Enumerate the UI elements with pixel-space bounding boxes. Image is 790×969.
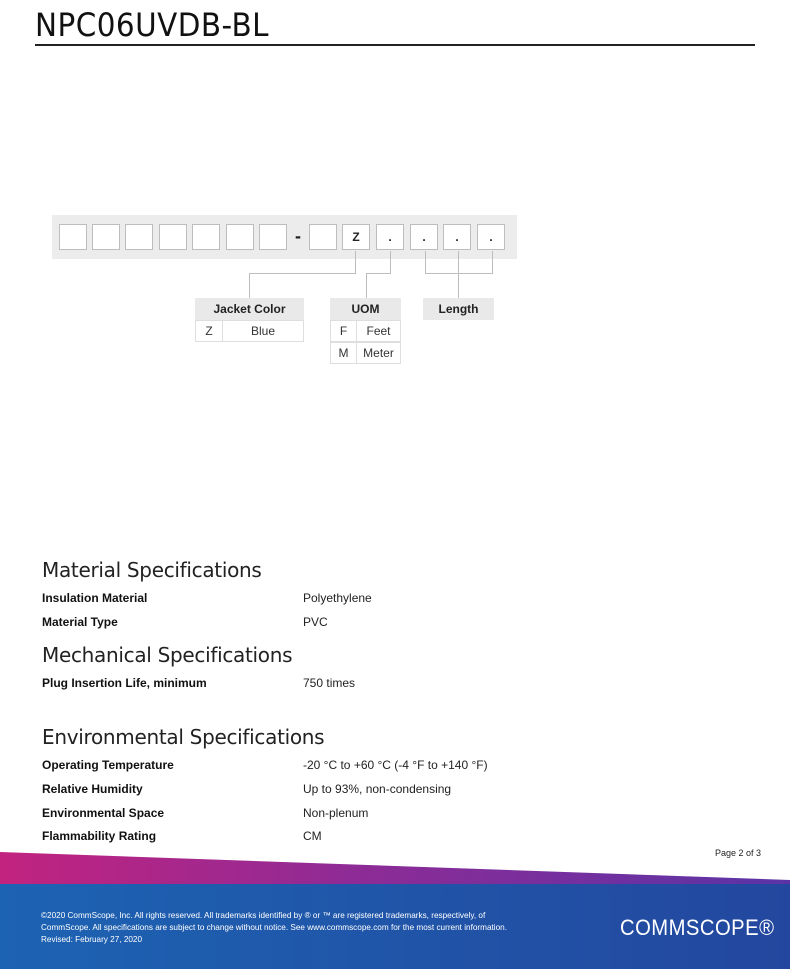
- connector-line: [425, 251, 426, 273]
- spec-label: Environmental Space: [42, 806, 165, 820]
- part-number-box: [159, 224, 187, 250]
- page-number: Page 2 of 3: [714, 848, 761, 858]
- part-number-box-uom: .: [376, 224, 404, 250]
- connector-line: [425, 273, 493, 274]
- connector-line: [355, 251, 356, 273]
- spec-value: 750 times: [303, 676, 356, 690]
- spec-label: Insulation Material: [42, 591, 148, 605]
- commscope-logo: COMMSCOPE®: [620, 915, 775, 940]
- spec-value: PVC: [303, 615, 328, 629]
- spec-label: Plug Insertion Life, minimum: [42, 676, 207, 690]
- part-number-box: [259, 224, 287, 250]
- material-specs-heading: Material Specifications: [42, 558, 262, 582]
- part-number-box-length: .: [443, 224, 471, 250]
- uom-value: Meter: [356, 342, 401, 364]
- part-number-box: [192, 224, 220, 250]
- connector-line: [249, 273, 356, 274]
- spec-label: Flammability Rating: [42, 829, 157, 843]
- spec-value: Non-plenum: [303, 806, 369, 820]
- title-divider: [35, 44, 755, 46]
- connector-line: [458, 251, 459, 298]
- length-header: Length: [423, 298, 494, 320]
- part-number-box-length: .: [410, 224, 438, 250]
- jacket-code: Z: [195, 320, 223, 342]
- connector-line: [492, 251, 493, 273]
- uom-value: Feet: [356, 320, 401, 342]
- jacket-value: Blue: [222, 320, 304, 342]
- uom-code: M: [330, 342, 357, 364]
- part-number-box: [309, 224, 337, 250]
- spec-value: Up to 93%, non-condensing: [303, 782, 452, 796]
- connector-line: [390, 251, 391, 273]
- part-number-box: [125, 224, 153, 250]
- uom-header: UOM: [330, 298, 401, 320]
- spec-value: Polyethylene: [303, 591, 372, 605]
- part-number-box-jacket: Z: [342, 224, 370, 250]
- connector-line: [366, 273, 367, 298]
- jacket-color-header: Jacket Color: [195, 298, 304, 320]
- part-number-box-length: .: [477, 224, 505, 250]
- spec-label: Material Type: [42, 615, 118, 629]
- connector-line: [366, 273, 391, 274]
- uom-code: F: [330, 320, 357, 342]
- spec-label: Operating Temperature: [42, 758, 174, 772]
- spec-value: CM: [303, 829, 322, 843]
- spec-value: -20 °C to +60 °C (-4 °F to +140 °F): [303, 758, 488, 772]
- footer-legal-text: ©2020 CommScope, Inc. All rights reserved. All trademarks identified by ® or ™ are registered trademarks, respectively, of CommScope. All specifications are subject to change without notice. See www.commscope.com for the most current information. Revised: February 27, 2020: [41, 911, 507, 944]
- part-number-separator: -: [295, 226, 301, 246]
- connector-line: [249, 273, 250, 298]
- spec-label: Relative Humidity: [42, 782, 143, 796]
- mechanical-specs-heading: Mechanical Specifications: [42, 643, 293, 667]
- part-number-box: [92, 224, 120, 250]
- part-number-box: [226, 224, 254, 250]
- part-number-box: [59, 224, 87, 250]
- environmental-specs-heading: Environmental Specifications: [42, 725, 325, 749]
- document-title: NPC06UVDB-BL: [35, 6, 270, 44]
